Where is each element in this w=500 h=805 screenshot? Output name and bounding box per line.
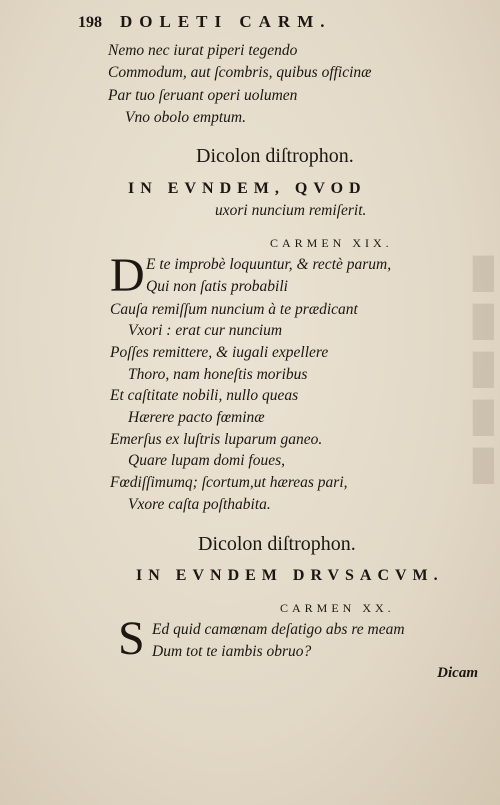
- verse-line: Qui non ſatis probabili: [146, 278, 288, 295]
- verse-line: Vxore caſta poſthabita.: [128, 496, 271, 513]
- poem-heading: IN EVNDEM DRVSACVM.: [136, 567, 444, 584]
- verse-line: Nemo nec iurat piperi tegendo: [108, 42, 298, 59]
- catchword: Dicam: [437, 665, 478, 681]
- show-through-texture: █ █ █ █ █: [472, 257, 494, 482]
- verse-line: Commodum, aut ſcombris, quibus officinæ: [108, 64, 372, 81]
- poem-number: CARMEN XX.: [280, 601, 395, 615]
- drop-capital: S: [118, 612, 145, 665]
- verse-line: Vno obolo emptum.: [125, 109, 246, 126]
- verse-line: Cauſa remiſſum nuncium à te prædicant: [110, 301, 358, 318]
- verse-line: Emerſus ex luſtris luparum ganeo.: [110, 431, 323, 448]
- verse-line: Poſſes remittere, & iugali expellere: [110, 344, 329, 361]
- verse-line: Et caſtitate nobili, nullo queas: [110, 387, 299, 404]
- verse-line: E te improbè loquuntur, & rectè parum,: [146, 256, 392, 273]
- verse-line: Fœdiſſimumq; ſcortum,ut hæreas pari,: [110, 474, 348, 491]
- page-number: 198: [78, 14, 102, 31]
- verse-line: Vxori : erat cur nuncium: [128, 322, 283, 339]
- verse-line: Ed quid camœnam deſatigo abs re meam: [152, 621, 405, 638]
- verse-line: Thoro, nam honeſtis moribus: [128, 366, 308, 383]
- verse-line: Quare lupam domi foues,: [128, 452, 285, 469]
- poem-heading: IN EVNDEM, QVOD: [128, 180, 367, 197]
- poem-meter-title: Dicolon diſtrophon.: [198, 533, 356, 555]
- verse-line: Par tuo ſeruant operi uolumen: [108, 87, 298, 104]
- poem-meter-title: Dicolon diſtrophon.: [196, 145, 354, 167]
- verse-line: Dum tot te iambis obruo?: [152, 643, 312, 660]
- verse-line: Hærere pacto fœminæ: [128, 409, 265, 426]
- drop-capital: D: [110, 249, 145, 302]
- poem-subheading: uxori nuncium remiſerit.: [215, 202, 367, 219]
- poem-number: CARMEN XIX.: [270, 236, 393, 250]
- running-head: DOLETI CARM.: [120, 12, 332, 31]
